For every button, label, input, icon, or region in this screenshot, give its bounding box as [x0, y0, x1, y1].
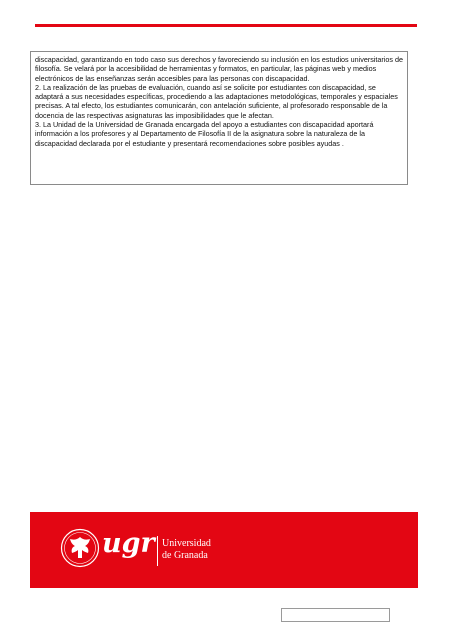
coat-of-arms-icon	[60, 528, 100, 568]
university-name	[162, 538, 211, 562]
content-box	[30, 51, 408, 185]
paragraph-support-unit: 3. La Unidad de la Universidad de Granada encargada del apoyo a estudiantes con discapacidad aportará información a los profesores y al Departamento de Filosofía II de la asignatura sobre la naturaleza de la discapacidad declarada por el estudiante y presentará recomendaciones sobre posibles ayudas .	[35, 120, 374, 148]
logo-divider	[157, 536, 158, 566]
paragraph-evaluation: 2. La realización de las pruebas de evaluación, cuando así se solicite por estudiantes con discapacidad, se adaptará a sus necesidades específicas, procediendo a las adaptaciones metodológicas, temporales y espaciales precisas. A tal efecto, los estudiantes comunicarán, con antelación suficiente, al profesorado responsable de la docencia de las respectivas asignaturas las imposibilidades que le afectan.	[35, 82, 398, 120]
university-name-line1: Universidad	[162, 538, 211, 549]
paragraph-inclusion: discapacidad, garantizando en todo caso sus derechos y favoreciendo su inclusión en los estudios universitarios de filosofía. Se velará por la accesibilidad de herramientas y formatos, en particular, las páginas web y medios electrónicos de las enseñanzas serán accesibles para las personas con discapacidad.	[35, 55, 403, 83]
university-name-line2: de Granada	[162, 550, 208, 561]
header-rule	[35, 24, 417, 27]
page-number-box	[281, 608, 390, 622]
ugr-logo-mark: ugr	[102, 528, 155, 559]
footer-band	[30, 512, 418, 588]
